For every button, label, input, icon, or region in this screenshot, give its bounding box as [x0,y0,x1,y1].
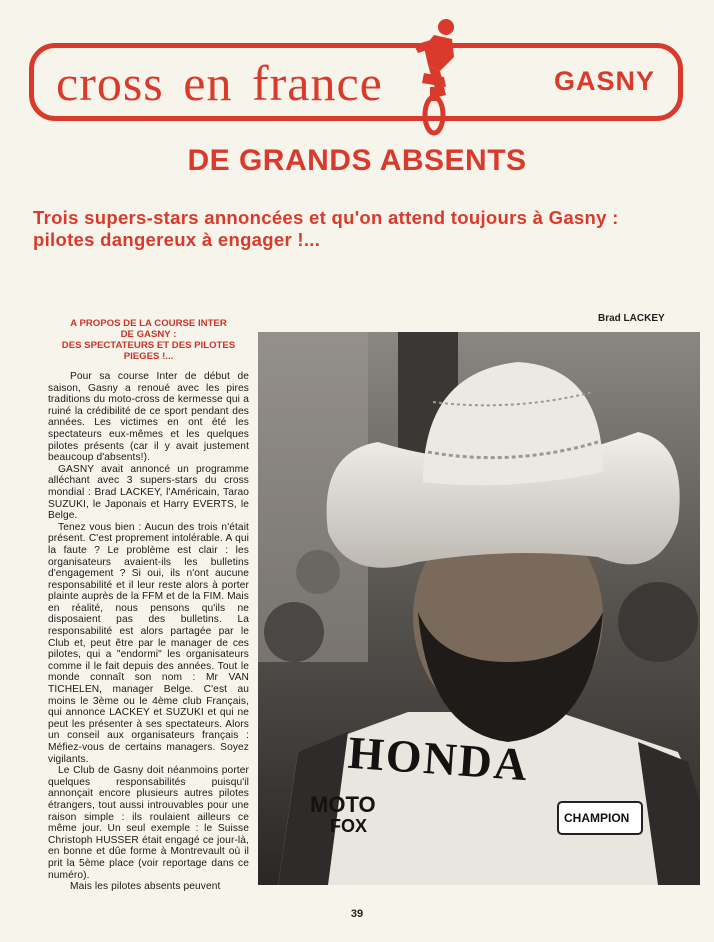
page-number: 39 [350,908,364,920]
article-heading-line: PIEGES !... [123,351,174,362]
headline: DE GRANDS ABSENTS [187,144,527,177]
article-paragraph: Le Club de Gasny doit néanmoins porter quelques responsabilités puisqu'il annonçait encore plusieurs autres pilotes étrangers, tout aussi introuvables pour une raison simple : ils roulaient ailleurs ce même jour. Un seul exemple : le Suisse Christoph HUSSER était engagé ce jour-là, en bonne et dûe forme à Montrevault où il prit la 5ème place (voir reportage dans ce numéro). [48,765,249,881]
section-word-cross: cross [56,55,164,111]
article-heading-line: DE GASNY : [120,329,177,340]
article-heading [48,318,249,362]
article-paragraph: GASNY avait annoncé un programme alléchant avec 3 supers-stars du cross mondial : Brad LACKEY, l'Américain, Tarao SUZUKI, le Japonais et Harry EVERTS, le Belge. [48,463,249,522]
rider-photo [258,332,700,885]
photo-caption: Brad LACKEY [598,313,665,324]
jersey-sponsor-fox: FOX [330,816,368,836]
article-column [48,318,249,893]
subtitle: Trois supers-stars annoncées et qu'on attend toujours à Gasny : pilotes dangereux à engager !... [33,207,619,250]
article-heading-line: A PROPOS DE LA COURSE INTER [70,318,227,329]
jersey-sponsor-moto: MOTO [310,792,376,817]
location-label: GASNY [554,66,656,96]
article-heading-line: DES SPECTATEURS ET DES PILOTES [61,340,236,351]
section-banner [29,43,683,121]
article-paragraph: Pour sa course Inter de début de saison, Gasny a renoué avec les pires traditions du moto-cross de kermesse qui a ruiné la crédibilité de ce sport pendant des années. Les victimes en ont été les spectateurs eux-mêmes et les quelques pilotes présents (car il y avait justement beaucoup d'absents!). [48,371,249,464]
jersey-sponsor-champion: CHAMPION [564,811,630,825]
article-paragraph: Tenez vous bien : Aucun des trois n'était présent. C'est proprement intolérable. A qui la faute ? Le problème est clair : les organisateurs avaient-ils les bulletins d'engagement ? Si oui, ils n'ont aucune responsabilité et il leur reste alors à porter plainte auprès de la FFM et de la FIM. Mais en réalité, nous pensons qu'ils ne disposaient pas des bulletins. La responsabilité est alors partagée par le Club et, peut être par le manager de ces pilotes, qui a "endormi" les organisateurs comme il le fait depuis des années. Tout le monde connaît son nom : Mr VAN TICHELEN, manager Belge. C'est au moins le 3ème ou le 4ème club Français, qui annonce LACKEY et SUZUKI et qui ne peut les présenter à ses spectateurs. Alors un conseil aux organisateurs français : Méfiez-vous de certains managers. Soyez vigilants. [48,521,249,765]
jersey-brand: HONDA [346,726,531,791]
section-title [56,50,383,116]
motocross-rider-logo [394,17,474,137]
section-word-france: france [251,55,383,111]
article-paragraph: Mais les pilotes absents peuvent [70,881,221,893]
section-word-en: en [183,55,233,111]
